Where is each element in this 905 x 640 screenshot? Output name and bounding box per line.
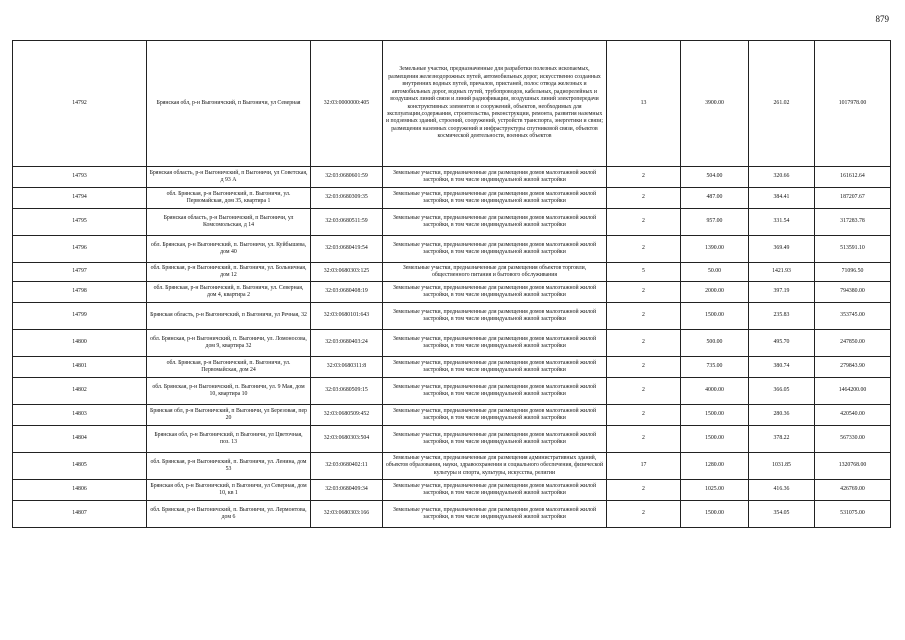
row-land-use-type: Земельные участки, предназначенные для размещения домов малоэтажной жилой застройки, в том числе индивидуальной жилой застройки [383, 378, 607, 405]
table-row [13, 282, 891, 303]
row-specific-value: 235.83 [749, 303, 815, 330]
row-group: 2 [607, 282, 681, 303]
row-area: 1500.00 [681, 501, 749, 528]
row-area: 1025.00 [681, 480, 749, 501]
row-land-use-type: Земельные участки, предназначенные для размещения домов малоэтажной жилой застройки, в том числе индивидуальной жилой застройки [383, 236, 607, 263]
row-land-use-type: Земельные участки, предназначенные для размещения объектов торговли, общественного питания и бытового обслуживания [383, 263, 607, 282]
row-specific-value: 378.22 [749, 426, 815, 453]
row-cadastral-value: 794380.00 [815, 282, 891, 303]
table-row [13, 357, 891, 378]
table-body [13, 41, 891, 528]
row-land-use-type: Земельные участки, предназначенные для размещения домов малоэтажной жилой застройки, в том числе индивидуальной жилой застройки [383, 330, 607, 357]
row-cadastral-value: 420540.00 [815, 405, 891, 426]
table-row [13, 303, 891, 330]
row-specific-value: 280.36 [749, 405, 815, 426]
row-group: 5 [607, 263, 681, 282]
table-row [13, 480, 891, 501]
row-cadastral-number: 32:03:0680303:125 [311, 263, 383, 282]
row-cadastral-value: 247850.00 [815, 330, 891, 357]
row-number: 14796 [13, 236, 147, 263]
row-area: 487.00 [681, 188, 749, 209]
row-cadastral-number: 32:03:0680101:643 [311, 303, 383, 330]
row-area: 1280.00 [681, 453, 749, 480]
row-land-use-type: Земельные участки, предназначенные для размещения домов малоэтажной жилой застройки, в том числе индивидуальной жилой застройки [383, 303, 607, 330]
row-number: 14803 [13, 405, 147, 426]
row-address: Брянская обл, р-н Выгоничский, п Выгоничи, ул Березовая, пер 20 [147, 405, 311, 426]
row-area: 1500.00 [681, 405, 749, 426]
row-land-use-type: Земельные участки, предназначенные для размещения домов малоэтажной жилой застройки, в том числе индивидуальной жилой застройки [383, 501, 607, 528]
row-cadastral-number: 32:03:0000000:405 [311, 41, 383, 167]
row-land-use-type: Земельные участки, предназначенные для размещения домов малоэтажной жилой застройки, в том числе индивидуальной жилой застройки [383, 426, 607, 453]
row-cadastral-value: 279843.90 [815, 357, 891, 378]
row-group: 2 [607, 357, 681, 378]
row-specific-value: 397.19 [749, 282, 815, 303]
row-number: 14792 [13, 41, 147, 167]
row-specific-value: 384.41 [749, 188, 815, 209]
row-cadastral-value: 531075.00 [815, 501, 891, 528]
table-row [13, 426, 891, 453]
row-number: 14795 [13, 209, 147, 236]
row-area: 4000.00 [681, 378, 749, 405]
row-cadastral-value: 1464200.00 [815, 378, 891, 405]
row-cadastral-number: 32:03:0680509:452 [311, 405, 383, 426]
table-row [13, 41, 891, 167]
row-specific-value: 369.49 [749, 236, 815, 263]
row-cadastral-value: 161612.64 [815, 167, 891, 188]
row-number: 14794 [13, 188, 147, 209]
row-number: 14807 [13, 501, 147, 528]
row-group: 2 [607, 426, 681, 453]
row-area: 1500.00 [681, 303, 749, 330]
row-specific-value: 416.36 [749, 480, 815, 501]
row-cadastral-number: 32:03:0680408:19 [311, 282, 383, 303]
row-land-use-type: Земельные участки, предназначенные для размещения домов малоэтажной жилой застройки, в том числе индивидуальной жилой застройки [383, 188, 607, 209]
row-land-use-type: Земельные участки, предназначенные для размещения домов малоэтажной жилой застройки, в том числе индивидуальной жилой застройки [383, 405, 607, 426]
row-cadastral-number: 32:03:0680511:59 [311, 209, 383, 236]
row-group: 2 [607, 330, 681, 357]
row-address: Брянская обл, р-н Выгоничский, п Выгоничи, ул Северная [147, 41, 311, 167]
cadastral-value-table [12, 40, 891, 528]
table-row [13, 378, 891, 405]
row-group: 2 [607, 188, 681, 209]
row-area: 957.00 [681, 209, 749, 236]
row-group: 2 [607, 303, 681, 330]
row-address: Брянская обл, р-н Выгоничский, п Выгоничи, ул Северная, дом 10, кв 1 [147, 480, 311, 501]
row-number: 14793 [13, 167, 147, 188]
row-group: 13 [607, 41, 681, 167]
table-row [13, 263, 891, 282]
row-group: 2 [607, 501, 681, 528]
row-cadastral-number: 32:03:0680509:15 [311, 378, 383, 405]
row-cadastral-number: 32:03:0680403:24 [311, 330, 383, 357]
row-area: 50.00 [681, 263, 749, 282]
table-row [13, 188, 891, 209]
row-cadastral-value: 567330.00 [815, 426, 891, 453]
row-address: обл. Брянская, р-н Выгоничский, п. Выгоничи, ул. Ломоносова, дом 9, квартира 32 [147, 330, 311, 357]
row-area: 1500.00 [681, 426, 749, 453]
row-cadastral-value: 353745.00 [815, 303, 891, 330]
row-land-use-type: Земельные участки, предназначенные для размещения административных зданий, объектов образования, науки, здравоохранения и социального обеспечения, физической культуры и спорта, культуры, искусства, религии [383, 453, 607, 480]
row-land-use-type: Земельные участки, предназначенные для размещения домов малоэтажной жилой застройки, в том числе индивидуальной жилой застройки [383, 480, 607, 501]
row-address: обл. Брянская, р-н Выгоничский, п. Выгоничи, ул. Первомайская, дом 35, квартира 1 [147, 188, 311, 209]
row-address: обл. Брянская, р-н Выгоничский, п. Выгоничи, ул. Северная, дом 4, квартира 2 [147, 282, 311, 303]
row-cadastral-value: 426769.00 [815, 480, 891, 501]
table-row [13, 501, 891, 528]
row-specific-value: 261.02 [749, 41, 815, 167]
row-land-use-type: Земельные участки, предназначенные для размещения домов малоэтажной жилой застройки, в том числе индивидуальной жилой застройки [383, 167, 607, 188]
row-number: 14801 [13, 357, 147, 378]
row-cadastral-value: 187207.67 [815, 188, 891, 209]
row-cadastral-number: 32:03:0680303:166 [311, 501, 383, 528]
row-address: обл. Брянская, р-н Выгоничский, п. Выгоничи, ул. 9 Мая, дом 10, квартира 10 [147, 378, 311, 405]
row-group: 2 [607, 480, 681, 501]
row-cadastral-number: 32:03:0680419:54 [311, 236, 383, 263]
row-cadastral-number: 32:03:0680409:34 [311, 480, 383, 501]
row-group: 2 [607, 378, 681, 405]
row-group: 2 [607, 167, 681, 188]
row-address: обл. Брянская, р-н Выгоничский, п. Выгоничи, ул. Первомайская, дом 24 [147, 357, 311, 378]
row-land-use-type: Земельные участки, предназначенные для разработки полезных ископаемых, размещения железнодорожных путей, автомобильных дорог, искусственно созданных внутренних водных путей, причалов, пристаней, полос отвода железных и автомобильных дорог, водных путей, трубопроводов, кабельных, радиорелейных и воздушных линий связи и линий радиофикации, воздушных линий электропередачи конструктивных элементов и сооружений, объектов, необходимых для эксплуатации,содержания, строительства, реконструкции, ремонта, развития наземных и подземных зданий, строений, сооружений, устройств транспорта, энергетики и связи; размещения наземных сооружений и инфраструктуры спутниковой связи, объектов космической деятельности, военных объектов [383, 41, 607, 167]
row-number: 14805 [13, 453, 147, 480]
row-specific-value: 331.54 [749, 209, 815, 236]
row-specific-value: 366.05 [749, 378, 815, 405]
row-area: 2000.00 [681, 282, 749, 303]
row-cadastral-number: 32:03:0680311:8 [311, 357, 383, 378]
row-address: обл. Брянская, р-н Выгоничский, п. Выгоничи, ул. Куйбышева, дом 40 [147, 236, 311, 263]
table-row [13, 209, 891, 236]
row-cadastral-value: 317283.78 [815, 209, 891, 236]
table-row [13, 330, 891, 357]
row-address: Брянская область, р-н Выгоничский, п Выгоничи, ул Комсомольская, д 14 [147, 209, 311, 236]
row-address: Брянская область, р-н Выгоничский, п Выгоничи, ул Советская, д 93 А [147, 167, 311, 188]
row-address: Брянская обл, р-н Выгоничский, п Выгоничи, ул Цветочная, поз. 13 [147, 426, 311, 453]
row-area: 735.00 [681, 357, 749, 378]
row-group: 2 [607, 405, 681, 426]
row-land-use-type: Земельные участки, предназначенные для размещения домов малоэтажной жилой застройки, в том числе индивидуальной жилой застройки [383, 209, 607, 236]
row-specific-value: 380.74 [749, 357, 815, 378]
row-address: обл. Брянская, р-н Выгоничский, п. Выгоничи, ул. Больничная, дом 12 [147, 263, 311, 282]
row-number: 14802 [13, 378, 147, 405]
row-address: обл. Брянская, р-н Выгоничский, п. Выгоничи, ул. Ленина, дом 53 [147, 453, 311, 480]
row-specific-value: 320.66 [749, 167, 815, 188]
row-area: 504.00 [681, 167, 749, 188]
row-cadastral-number: 32:03:0680309:35 [311, 188, 383, 209]
row-cadastral-value: 1320768.00 [815, 453, 891, 480]
row-number: 14797 [13, 263, 147, 282]
row-number: 14798 [13, 282, 147, 303]
row-cadastral-value: 71096.50 [815, 263, 891, 282]
row-number: 14800 [13, 330, 147, 357]
row-cadastral-number: 32:03:0680601:59 [311, 167, 383, 188]
row-number: 14804 [13, 426, 147, 453]
row-number: 14799 [13, 303, 147, 330]
row-specific-value: 495.70 [749, 330, 815, 357]
row-cadastral-value: 513591.10 [815, 236, 891, 263]
table-row [13, 453, 891, 480]
row-land-use-type: Земельные участки, предназначенные для размещения домов малоэтажной жилой застройки, в том числе индивидуальной жилой застройки [383, 282, 607, 303]
row-group: 2 [607, 209, 681, 236]
row-land-use-type: Земельные участки, предназначенные для размещения домов малоэтажной жилой застройки, в том числе индивидуальной жилой застройки [383, 357, 607, 378]
table-row [13, 405, 891, 426]
table-row [13, 236, 891, 263]
row-area: 3900.00 [681, 41, 749, 167]
row-specific-value: 354.05 [749, 501, 815, 528]
table-row [13, 167, 891, 188]
row-group: 17 [607, 453, 681, 480]
row-cadastral-number: 32:03:0680303:504 [311, 426, 383, 453]
row-cadastral-number: 32:03:0680402:11 [311, 453, 383, 480]
row-address: Брянская область, р-н Выгоничский, п Выгоничи, ул Речная, 32 [147, 303, 311, 330]
row-area: 1390.00 [681, 236, 749, 263]
row-address: обл. Брянская, р-н Выгоничский, п. Выгоничи, ул. Лермонтова, дом 6 [147, 501, 311, 528]
row-cadastral-value: 1017978.00 [815, 41, 891, 167]
page-number: 879 [875, 14, 889, 24]
row-area: 500.00 [681, 330, 749, 357]
row-group: 2 [607, 236, 681, 263]
row-specific-value: 1031.85 [749, 453, 815, 480]
row-number: 14806 [13, 480, 147, 501]
row-specific-value: 1421.93 [749, 263, 815, 282]
